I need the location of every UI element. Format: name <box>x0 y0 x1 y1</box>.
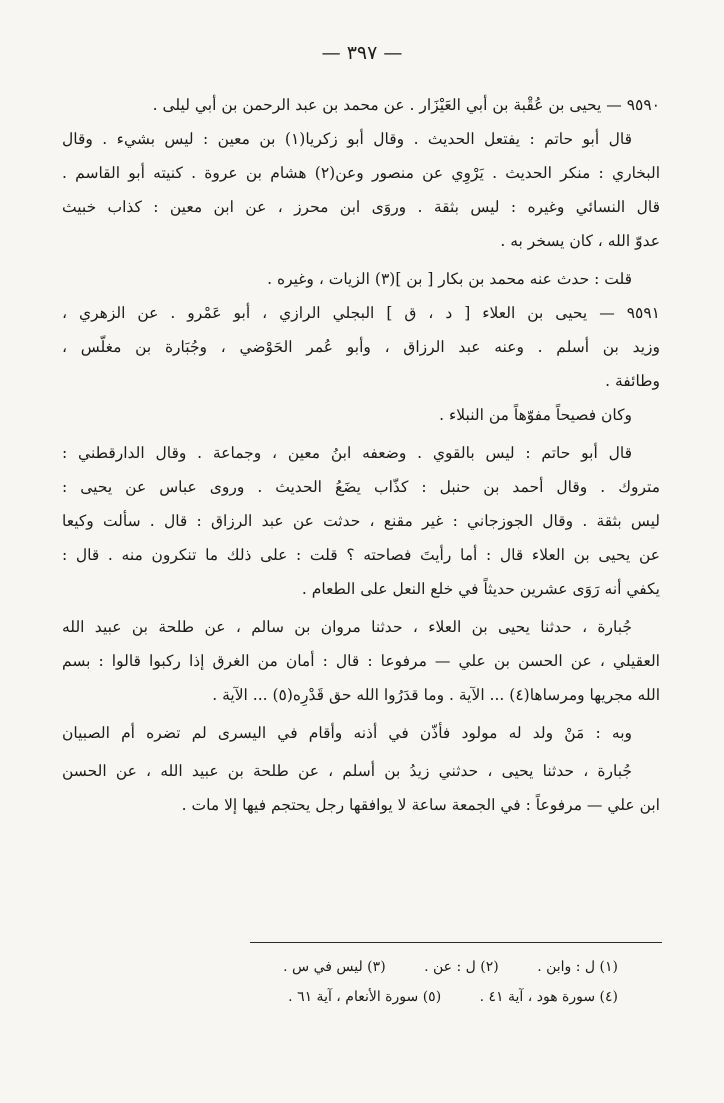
text-line: العقيلي ، عن الحسن بن علي — مرفوعا : قال : أمان من الغرق إذا ركبوا قالوا : بسم <box>62 652 660 670</box>
text-line: عدوّ الله ، كان يسخر به . <box>500 232 660 250</box>
footnote-row <box>198 982 618 1012</box>
text-line: قال أبو حاتم : ليس بالقوي . وضعفه ابنُ معين ، وجماعة . وقال الدارقطني : <box>62 444 632 462</box>
main-text <box>62 88 660 822</box>
text-line: عن يحيى بن العلاء قال : أما رأيتَ فصاحته ؟ قلت : على ذلك ما تنكرون منه . قال : <box>62 546 660 564</box>
text-line: الله مجريها ومرساها(٤) ... الآية . وما قدَرُوا الله حق قَدْرِه(٥) ... الآية . <box>212 686 660 704</box>
text-line: متروك . وقال أحمد بن حنبل : كذّاب يضَعُ الحديث . وروى عباس عن يحيى : <box>62 478 660 496</box>
footnote-5: (٥) سورة الأنعام ، آية ٦١ . <box>288 989 442 1005</box>
page-number: — ٣٩٧ — <box>321 42 403 64</box>
text-line: قال أبو حاتم : يفتعل الحديث . وقال أبو زكريا(١) بن معين : ليس بشيء . وقال <box>62 130 632 148</box>
text-line: وزيد بن أسلم . وعنه عبد الرزاق ، وأبو عُمر الحَوْضي ، وجُبَارة بن مغلّس ، <box>62 338 660 356</box>
text-line: يكفي أنه رَوَى عشرين حديثاً في خلع النعل على الطعام . <box>301 580 660 598</box>
text-line: ٩٥٩١ — يحيى بن العلاء [ د ، ق ] البجلي الرازي ، أبو عَمْرو . عن الزهري ، <box>62 304 660 322</box>
footnote-separator <box>250 942 662 943</box>
footnote-row <box>198 952 618 982</box>
footnote-3: (٣) ليس في س . <box>283 959 386 975</box>
text-line: جُبارة ، حدثنا يحيى ، حدثني زيدُ بن أسلم ، عن طلحة بن عبيد الله ، عن الحسن <box>62 762 632 780</box>
text-line: ابن علي — مرفوعاً : في الجمعة ساعة لا يوافقها رجل يحتجم فيها إلا مات . <box>181 796 660 814</box>
text-line: ٩٥٩٠ — يحيى بن عُقْبة بن أبي العَيْزَار . عن محمد بن عبد الرحمن بن أبي ليلى . <box>152 96 660 114</box>
text-line: وطائفة . <box>605 372 660 390</box>
text-line: البخاري : منكر الحديث . يَرْوِي عن منصور وعن(٢) هشام بن عروة . كنيته أبو القاسم . <box>62 164 660 182</box>
footnote-4: (٤) سورة هود ، آية ٤١ . <box>479 989 618 1005</box>
footnotes <box>198 952 618 1012</box>
footnote-1: (١) ل : وابن . <box>537 959 618 975</box>
footnote-2: (٢) ل : عن . <box>424 959 499 975</box>
text-line: ليس بثقة . وقال الجوزجاني : غير مقنع ، حدثت عن عبد الرزاق : قال . سألت وكيعا <box>62 512 660 530</box>
text-line: قال النسائي وغيره : ليس بثقة . وروَى ابن محرز ، عن ابن معين : كذاب خبيث <box>62 198 660 216</box>
text-line: وكان فصيحاً مفوّهاً من النبلاء . <box>439 406 632 424</box>
text-line: وبه : مَنْ ولد له مولود فأذّن في أذنه وأقام في اليسرى لم تضره أم الصبيان <box>62 724 632 742</box>
text-line: جُبارة ، حدثنا يحيى بن العلاء ، حدثنا مروان بن سالم ، عن طلحة بن عبيد الله <box>62 618 632 636</box>
text-line: قلت : حدث عنه محمد بن بكار [ بن ](٣) الزيات ، وغيره . <box>267 270 632 288</box>
